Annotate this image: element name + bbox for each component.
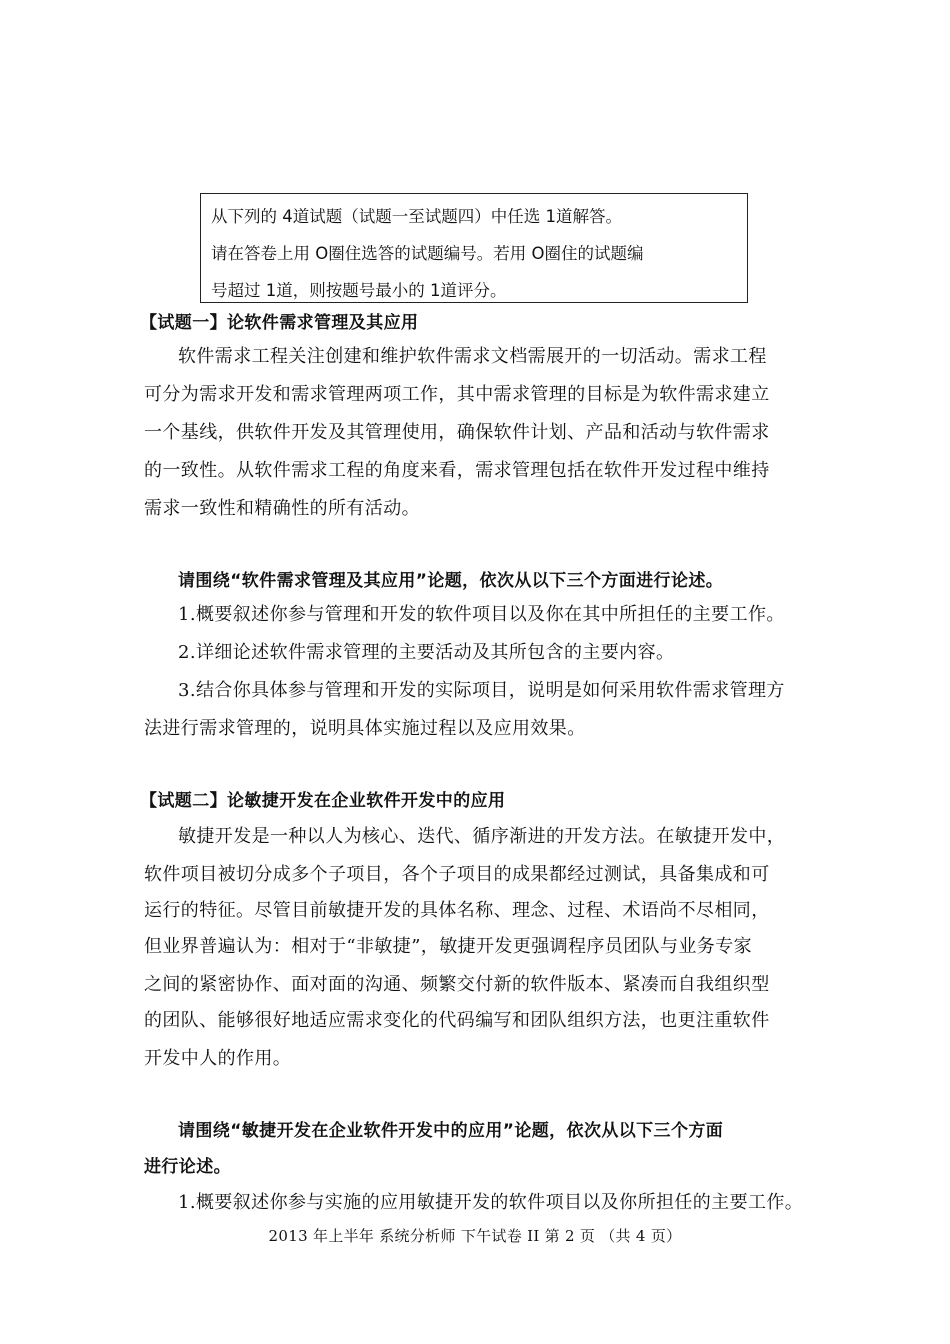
q2-prompt: 请围绕“敏捷开发在企业软件开发中的应用”论题，依次从以下三个方面 xyxy=(178,1121,724,1141)
instruction-line: 请在答卷上用 O圈住选答的试题编号。若用 O圈住的试题编 xyxy=(211,244,644,263)
q2-prompt-continuation: 进行论述。 xyxy=(144,1157,231,1177)
q2-paragraph-line: 但业界普遍认为：相对于“非敏捷”，敏捷开发更强调程序员团队与业务专家 xyxy=(144,936,753,957)
q2-paragraph-line: 运行的特征。尽管目前敏捷开发的具体名称、理念、过程、术语尚不尽相同， xyxy=(144,900,770,921)
q1-prompt: 请围绕“软件需求管理及其应用”论题，依次从以下三个方面进行论述。 xyxy=(178,571,724,591)
instruction-line: 从下列的 4道试题（试题一至试题四）中任选 1道解答。 xyxy=(211,207,622,226)
q1-item: 1.概要叙述你参与管理和开发的软件项目以及你在其中所担任的主要工作。 xyxy=(178,604,785,625)
page-footer: 2013 年上半年 系统分析师 下午试卷 II 第 2 页 （共 4 页） xyxy=(268,1227,682,1245)
instructions-box xyxy=(200,193,748,303)
question-2-title: 【试题二】论敏捷开发在企业软件开发中的应用 xyxy=(140,791,506,811)
q1-paragraph-line: 软件需求工程关注创建和维护软件需求文档需展开的一切活动。需求工程 xyxy=(178,346,767,367)
instruction-line: 号超过 1道，则按题号最小的 1道评分。 xyxy=(211,281,507,300)
q2-paragraph-line: 敏捷开发是一种以人为核心、迭代、循序渐进的开发方法。在敏捷开发中， xyxy=(178,826,786,847)
q2-paragraph-line: 软件项目被切分成多个子项目，各个子项目的成果都经过测试，具备集成和可 xyxy=(144,864,770,885)
q2-paragraph-line: 开发中人的作用。 xyxy=(144,1048,292,1069)
q2-paragraph-line: 的团队、能够很好地适应需求变化的代码编写和团队组织方法，也更注重软件 xyxy=(144,1010,770,1031)
q2-paragraph-line: 之间的紧密协作、面对面的沟通、频繁交付新的软件版本、紧凑而自我组织型 xyxy=(144,974,770,995)
q1-paragraph-line: 可分为需求开发和需求管理两项工作，其中需求管理的目标是为软件需求建立 xyxy=(144,384,770,405)
q2-item: 1.概要叙述你参与实施的应用敏捷开发的软件项目以及你所担任的主要工作。 xyxy=(178,1192,804,1213)
q1-item: 2.详细论述软件需求管理的主要活动及其所包含的主要内容。 xyxy=(178,642,675,663)
q1-item-continuation: 法进行需求管理的，说明具体实施过程以及应用效果。 xyxy=(144,718,586,739)
q1-paragraph-line: 一个基线，供软件开发及其管理使用，确保软件计划、产品和活动与软件需求 xyxy=(144,422,770,443)
question-1-title: 【试题一】论软件需求管理及其应用 xyxy=(140,313,419,333)
q1-paragraph-line: 的一致性。从软件需求工程的角度来看，需求管理包括在软件开发过程中维持 xyxy=(144,460,770,481)
q1-paragraph-line: 需求一致性和精确性的所有活动。 xyxy=(144,498,420,519)
q1-item: 3.结合你具体参与管理和开发的实际项目，说明是如何采用软件需求管理方 xyxy=(178,680,785,701)
